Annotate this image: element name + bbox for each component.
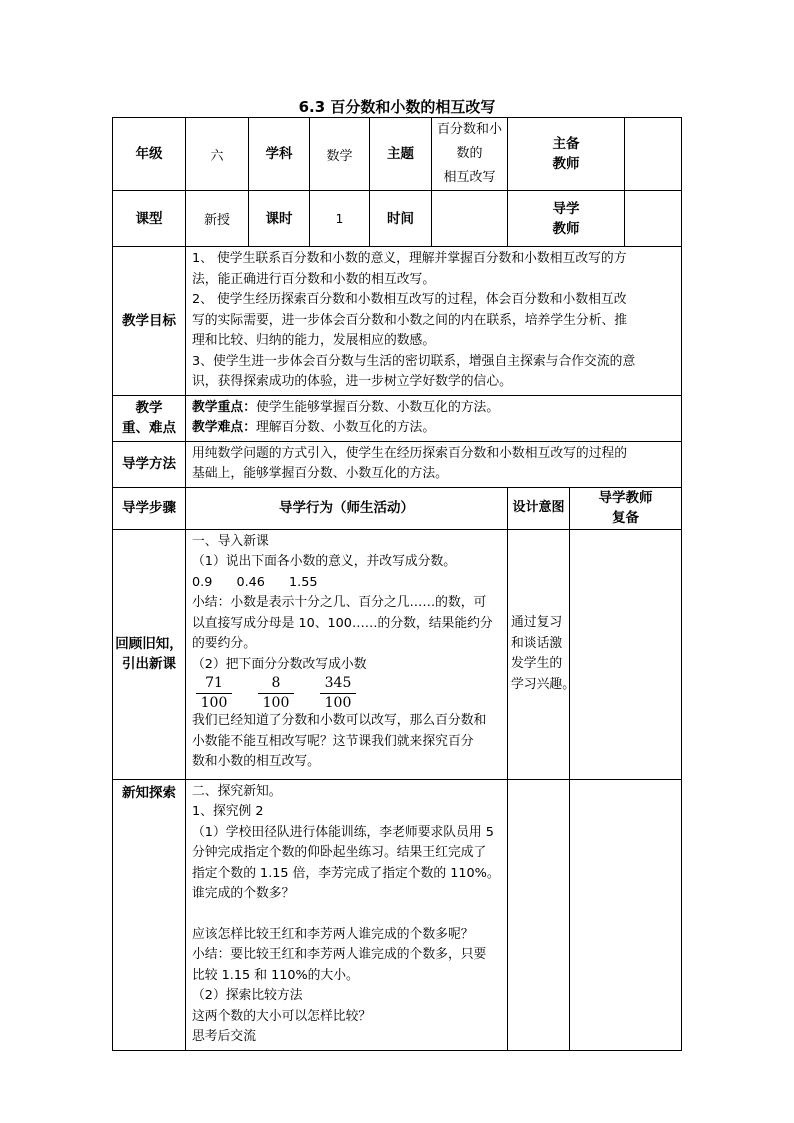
method-row <box>113 441 682 487</box>
grade-label: 年级 <box>113 118 186 191</box>
transition-line: 数和小数的相互改写。 <box>192 754 320 769</box>
decimal-list <box>192 573 503 594</box>
objectives-content <box>186 247 682 396</box>
fraction-denominator: 100 <box>262 695 290 711</box>
header-row-1 <box>113 118 682 191</box>
prep-column-header-line-1: 导学教师 <box>598 490 653 506</box>
steps-column-header: 导学步骤 <box>113 487 186 529</box>
intent-line: 发学生的 <box>511 656 563 671</box>
column-header-row <box>113 487 682 529</box>
fraction-list <box>192 675 503 711</box>
review-step-label-line-1: 回顾旧知， <box>115 636 183 652</box>
explore-line: 思考后交流 <box>192 1029 256 1044</box>
intent-line: 通过复习 <box>511 615 563 630</box>
section-review-row <box>113 529 682 779</box>
header-row-2 <box>113 191 682 247</box>
topic-value <box>432 118 508 191</box>
guide-teacher-label-line-2: 教师 <box>552 220 580 237</box>
lead-teacher-label <box>508 118 625 191</box>
subject-value: 数学 <box>310 118 370 191</box>
teaching-focus-text: 使学生能够掌握百分数、小数互化的方法。 <box>255 399 500 415</box>
explore-line: 分钟完成指定个数的仰卧起坐练习。结果王红完成了 <box>192 845 487 860</box>
topic-label: 主题 <box>370 118 432 191</box>
objectives-label: 教学目标 <box>113 247 186 396</box>
time-label: 时间 <box>370 191 432 247</box>
objectives-line: 3、使学生进一步体会百分数与生活的密切联系，增强自主探索与合作交流的意 <box>192 353 636 369</box>
fraction-numerator: 71 <box>205 675 223 691</box>
guide-teacher-label <box>508 191 625 247</box>
guide-teacher-value <box>625 191 682 247</box>
method-line: 基础上，能够掌握百分数、小数互化的方法。 <box>192 466 448 481</box>
lead-teacher-label-line-2: 教师 <box>552 156 580 172</box>
explore-line: 指定个数的 1.15 倍，李芳完成了指定个数的 110%。 <box>192 865 500 881</box>
summary-line: 小结：小数是表示十分之几、百分之几……的数，可 <box>192 595 487 610</box>
summary-line: 以直接写成分母是 10、100……的分数，结果能约分 <box>192 615 493 631</box>
fraction-numerator: 345 <box>324 675 352 691</box>
objectives-row <box>113 247 682 396</box>
key-points-label <box>113 395 186 441</box>
fraction-bar <box>320 693 356 694</box>
intent-column-header: 设计意图 <box>508 487 570 529</box>
summary-line: 的要约分。 <box>192 636 256 651</box>
explore-line: 这两个数的大小可以怎样比较？ <box>192 1008 372 1024</box>
review-step-label-line-2: 引出新课 <box>122 656 176 672</box>
time-value <box>432 191 508 247</box>
document-title: 6.3 百分数和小数的相互改写 <box>298 98 496 116</box>
review-intent <box>508 529 575 779</box>
prep-column-header-line-2: 复备 <box>612 510 639 526</box>
review-question-1: （1）说出下面各小数的意义，并改写成分数。 <box>192 554 457 569</box>
fraction-bar <box>258 693 294 694</box>
fraction-numerator: 8 <box>271 675 281 691</box>
teaching-focus <box>192 398 677 419</box>
explore-line: 二、探究新知。 <box>192 783 282 799</box>
review-prep-notes <box>570 529 682 779</box>
fraction <box>320 675 356 712</box>
method-label: 导学方法 <box>113 441 186 487</box>
explore-line: 小结：要比较王红和李芳两人谁完成的个数多，只要 <box>192 947 487 962</box>
explore-line: 1、探究例 2 <box>192 804 264 819</box>
objectives-line: 识，获得探索成功的体验，进一步树立学好数学的信心。 <box>192 374 512 389</box>
blank-line <box>192 905 503 925</box>
objectives-line: 写的实际需要，进一步体会百分数和小数之间的内在联系，培养学生分析、推 <box>192 312 628 328</box>
topic-value-line-1: 百分数和小数的 <box>436 122 502 161</box>
teaching-difficulty <box>192 418 677 439</box>
activities-column-header: 导学行为（师生活动） <box>186 487 508 529</box>
fraction-bar <box>196 693 232 694</box>
method-content <box>186 441 682 487</box>
explore-line: 比较 1.15 和 110%的大小。 <box>192 967 359 983</box>
lead-teacher-label-line-1: 主备 <box>552 136 580 152</box>
teaching-focus-label: 教学重点： <box>192 399 256 415</box>
explore-prep-notes <box>570 779 682 1050</box>
explore-intent <box>508 779 570 1050</box>
key-points-label-line-1: 教学 <box>135 400 163 416</box>
objectives-line: 1、 使学生联系百分数和小数的意义，理解并掌握百分数和小数相互改写的方 <box>192 251 627 266</box>
objectives-line: 2、 使学生经历探索百分数和小数相互改写的过程，体会百分数和小数相互改 <box>192 292 627 307</box>
explore-line: 谁完成的个数多？ <box>192 886 295 901</box>
review-question-2: （2）把下面分分数改写成小数 <box>192 656 367 672</box>
teaching-difficulty-text: 理解百分数、小数互化的方法。 <box>255 420 436 435</box>
lesson-plan-table <box>112 117 682 1051</box>
explore-line: （2）探索比较方法 <box>192 988 303 1003</box>
key-points-row <box>113 395 682 441</box>
subject-label: 学科 <box>249 118 310 191</box>
section-explore-row <box>113 779 682 1050</box>
period-label: 课时 <box>249 191 310 247</box>
prep-column-header <box>570 487 682 529</box>
decimal-value: 0.9 <box>192 574 213 590</box>
explore-line: （1）学校田径队进行体能训练，李老师要求队员用 5 <box>192 824 494 840</box>
key-points-content <box>186 395 682 441</box>
objectives-line: 法，能正确进行百分数和小数的相互改写。 <box>192 271 436 287</box>
explore-line: 应该怎样比较王红和李芳两人谁完成的个数多呢？ <box>192 926 474 942</box>
decimal-value: 0.46 <box>236 574 265 590</box>
intent-line: 学习兴趣。 <box>511 676 575 692</box>
review-step-label <box>113 529 186 779</box>
topic-value-line-2: 相互改写 <box>443 170 496 185</box>
guide-teacher-label-line-1: 导学 <box>552 200 580 217</box>
period-value: 1 <box>310 191 370 247</box>
grade-value: 六 <box>186 118 249 191</box>
objectives-line: 理和比较、归纳的能力，发展相应的数感。 <box>192 333 436 348</box>
transition-line: 我们已经知道了分数和小数可以改写，那么百分数和 <box>192 713 487 728</box>
explore-step-label: 新知探索 <box>113 779 186 1050</box>
fraction <box>196 675 232 712</box>
key-points-label-line-2: 重、难点 <box>122 420 176 436</box>
lesson-type-value: 新授 <box>186 191 249 247</box>
review-heading: 一、导入新课 <box>192 533 269 549</box>
decimal-value: 1.55 <box>289 574 318 590</box>
intent-line: 和谈话激 <box>511 635 563 651</box>
lesson-type-label: 课型 <box>113 191 186 247</box>
transition-line: 小数能不能互相改写呢？这节课我们就来探究百分 <box>192 733 474 749</box>
fraction <box>258 675 294 712</box>
method-line: 用纯数学问题的方式引入，使学生在经历探索百分数和小数相互改写的过程的 <box>192 445 628 461</box>
lead-teacher-value <box>625 118 682 191</box>
explore-activities <box>186 779 508 1050</box>
fraction-denominator: 100 <box>200 695 228 711</box>
fraction-denominator: 100 <box>324 695 352 711</box>
review-activities <box>186 529 508 779</box>
teaching-difficulty-label: 教学难点： <box>192 420 256 435</box>
